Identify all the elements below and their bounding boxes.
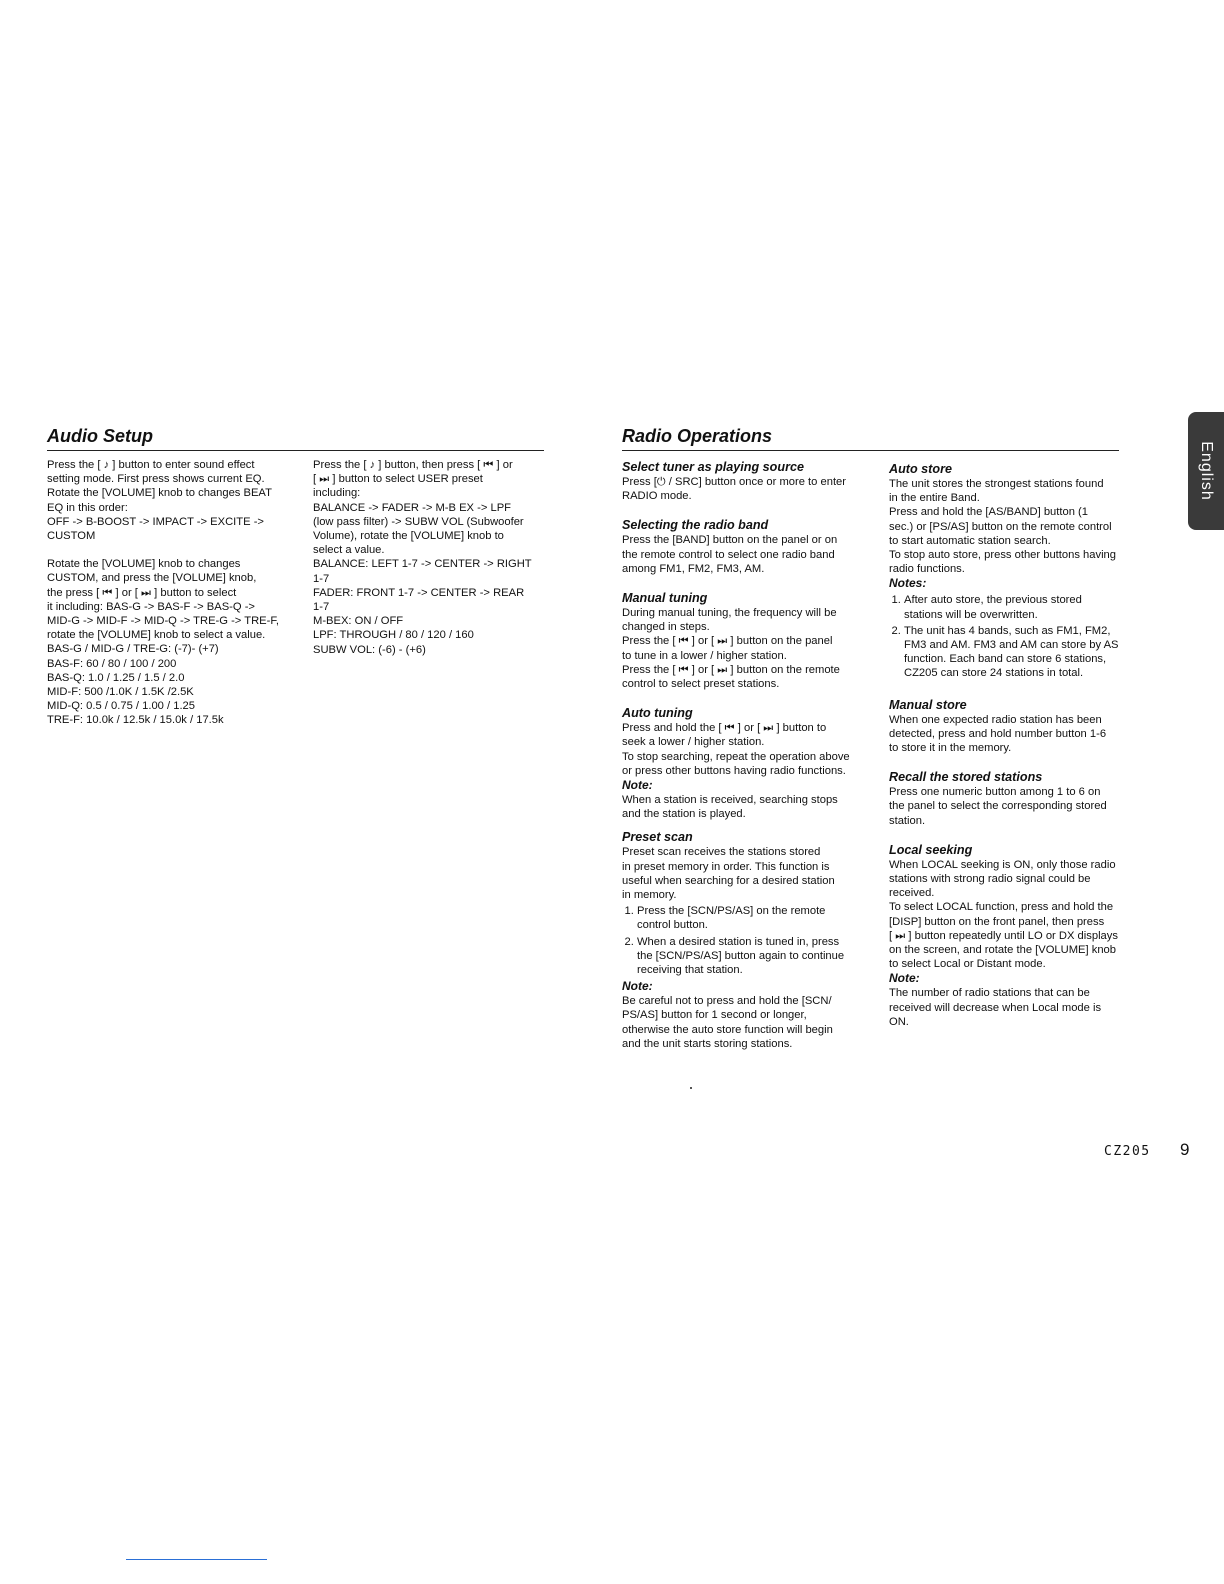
text-line: detected, press and hold number button 1-6	[889, 727, 1107, 740]
audio-setup-rule	[47, 450, 544, 451]
text-line: setting mode. First press shows current EQ.	[47, 473, 265, 486]
text-line: to select Local or Distant mode.	[889, 958, 1046, 971]
local-seeking-heading: Local seeking	[889, 842, 973, 857]
text-line: BAS-G / MID-G / TRE-G: (-7)- (+7)	[47, 643, 219, 656]
text-line: The number of radio stations that can be	[889, 987, 1090, 1000]
text-line: control to select preset stations.	[622, 678, 780, 691]
text-line: Press and hold the [ ⏮ ] or [ ⏭ ] button to	[622, 722, 827, 735]
text-line: To stop searching, repeat the operation above	[622, 750, 850, 763]
text-line: RADIO mode.	[622, 490, 692, 503]
text-line: to store it in the memory.	[889, 742, 1012, 755]
auto-tuning-heading: Auto tuning	[622, 706, 693, 721]
text-line: rotate the [VOLUME] knob to select a value.	[47, 629, 266, 642]
text-line: the remote control to select one radio band	[622, 548, 835, 561]
radio-band-heading: Selecting the radio band	[622, 518, 769, 533]
manual-tuning-heading: Manual tuning	[622, 591, 708, 606]
auto-store-text	[889, 477, 1120, 576]
text-line: to tune in a lower / higher station.	[622, 649, 787, 662]
select-source-heading: Select tuner as playing source	[622, 460, 804, 474]
radio-column-2	[889, 461, 1120, 1029]
text-line: BALANCE: LEFT 1-7 -> CENTER -> RIGHT	[313, 558, 532, 571]
text-line: BAS-F: 60 / 80 / 100 / 200	[47, 657, 177, 670]
text-line: Rotate the [VOLUME] knob to changes	[47, 558, 241, 571]
text-line: Be careful not to press and hold the [SCN/	[622, 995, 832, 1008]
text-line: MID-G -> MID-F -> MID-Q -> TRE-G -> TRE-F,	[47, 615, 280, 628]
text-line: including:	[313, 487, 361, 500]
text-line: to start automatic station search.	[889, 534, 1051, 547]
auto-tuning-note-label: Note:	[622, 778, 653, 793]
auto-tuning-text	[622, 721, 852, 778]
text-line: Rotate the [VOLUME] knob to changes BEAT	[47, 487, 272, 500]
text-line: or press other buttons having radio functions.	[622, 764, 846, 777]
auto-tuning-note-text	[622, 793, 852, 821]
text-line: To stop auto store, press other buttons having	[889, 549, 1116, 562]
text-line: Press and hold the [AS/BAND] button (1	[889, 506, 1088, 519]
audio-column-1	[47, 458, 289, 728]
stray-mark	[690, 1087, 692, 1089]
text-line: LPF: THROUGH / 80 / 120 / 160	[313, 629, 474, 642]
text-line: BALANCE -> FADER -> M-B EX -> LPF	[313, 501, 512, 514]
text-line: in memory.	[622, 889, 677, 902]
text-line: select a value.	[313, 544, 385, 557]
text-line: Press the [ ♪ ] button, then press [ ⏮ ] or	[313, 459, 513, 471]
language-tab	[1188, 412, 1224, 530]
text-line: PS/AS] button for 1 second or longer,	[622, 1009, 807, 1022]
text-line: [DISP] button on the front panel, then press	[889, 915, 1105, 928]
local-seeking-text	[889, 858, 1120, 972]
text-line: MID-Q: 0.5 / 0.75 / 1.00 / 1.25	[47, 700, 195, 713]
text-line: FADER: FRONT 1-7 -> CENTER -> REAR	[313, 586, 525, 599]
radio-operations-rule	[622, 450, 1119, 451]
preset-scan-steps	[622, 904, 852, 977]
text-line: OFF -> B-BOOST -> IMPACT -> EXCITE ->	[47, 515, 264, 528]
page-number: 9	[1180, 1140, 1190, 1159]
text-line: Press the [BAND] button on the panel or on	[622, 534, 838, 547]
text-line: the press [ ⏮ ] or [ ⏭ ] button to select	[47, 586, 237, 599]
audio-col2-paragraph-1	[313, 458, 545, 657]
text-line: received will decrease when Local mode is	[889, 1001, 1102, 1014]
recall-text	[889, 785, 1120, 828]
radio-column-1	[622, 459, 852, 1051]
preset-scan-note-text	[622, 994, 852, 1051]
auto-store-notes	[889, 593, 1120, 680]
text-line: seek a lower / higher station.	[622, 736, 765, 749]
text-line: Press one numeric button among 1 to 6 on	[889, 786, 1101, 799]
text-line: M-BEX: ON / OFF	[313, 615, 404, 628]
text-line: useful when searching for a desired station	[622, 874, 835, 887]
radio-operations-title: Radio Operations	[622, 426, 773, 446]
text-line: in preset memory in order. This function is	[622, 860, 830, 873]
manual-store-heading: Manual store	[889, 697, 967, 712]
text-line: To select LOCAL function, press and hold the	[889, 901, 1114, 914]
preset-scan-heading: Preset scan	[622, 830, 693, 845]
text-line: TRE-F: 10.0k / 12.5k / 15.0k / 17.5k	[47, 714, 224, 727]
text-line: sec.) or [PS/AS] button on the remote control	[889, 520, 1112, 533]
text-line: changed in steps.	[622, 621, 710, 634]
text-line: on the screen, and rotate the [VOLUME] knob	[889, 944, 1116, 957]
text-line: When one expected radio station has been	[889, 713, 1102, 726]
model-name: CZ205	[1104, 1144, 1151, 1159]
text-line: MID-F: 500 /1.0K / 1.5K /2.5K	[47, 686, 194, 699]
text-line: SUBW VOL: (-6) - (+6)	[313, 643, 426, 656]
manual-store-text	[889, 713, 1120, 756]
audio-col1-paragraph-1	[47, 458, 289, 543]
text-line: (low pass filter) -> SUBW VOL (Subwoofer	[313, 515, 524, 528]
language-tab-label: English	[1198, 441, 1215, 501]
text-line: station.	[889, 814, 926, 827]
manual-tuning-text	[622, 606, 852, 691]
text-line: CUSTOM	[47, 530, 96, 543]
link-underline	[126, 1559, 267, 1560]
text-line: ON.	[889, 1015, 909, 1028]
text-line: EQ in this order:	[47, 501, 128, 514]
text-line: otherwise the auto store function will begin	[622, 1023, 833, 1036]
preset-scan-step-1: 1. Press the [SCN/PS/AS] on the remote control button.	[637, 904, 852, 932]
text-line: When LOCAL seeking is ON, only those radio	[889, 858, 1116, 871]
select-source-text	[622, 475, 852, 503]
audio-col1-paragraph-2	[47, 557, 289, 727]
text-line: Press [⏻ / SRC] button once or more to enter	[622, 476, 846, 488]
preset-scan-step-2: 2. When a desired station is tuned in, press the [SCN/PS/AS] button again to continue receiving that station.	[637, 935, 852, 978]
text-line: in the entire Band.	[889, 492, 980, 505]
text-line: it including: BAS-G -> BAS-F -> BAS-Q ->	[47, 600, 255, 613]
auto-store-note-1: 1. After auto store, the previous stored stations will be overwritten.	[904, 593, 1120, 621]
preset-scan-note-label: Note:	[622, 979, 653, 994]
text-line: and the station is played.	[622, 808, 746, 821]
text-line: [ ⏭ ] button to select USER preset	[313, 473, 483, 486]
text-line: Volume), rotate the [VOLUME] knob to	[313, 530, 504, 543]
auto-store-heading: Auto store	[889, 462, 952, 476]
text-line: among FM1, FM2, FM3, AM.	[622, 562, 765, 575]
text-line: 1-7	[313, 572, 330, 585]
text-line: The unit stores the strongest stations found	[889, 478, 1104, 490]
text-line: During manual tuning, the frequency will be	[622, 607, 837, 620]
text-line: the panel to select the corresponding stored	[889, 800, 1107, 813]
radio-band-text	[622, 533, 852, 576]
text-line: Preset scan receives the stations stored	[622, 846, 821, 859]
text-line: Press the [ ⏮ ] or [ ⏭ ] button on the panel	[622, 635, 833, 648]
preset-scan-text	[622, 845, 852, 902]
text-line: 1-7	[313, 601, 330, 614]
text-line: When a station is received, searching stops	[622, 794, 838, 807]
recall-heading: Recall the stored stations	[889, 770, 1043, 785]
text-line: CUSTOM, and press the [VOLUME] knob,	[47, 572, 257, 585]
audio-column-2	[313, 458, 545, 657]
local-seeking-note-text	[889, 986, 1120, 1029]
text-line: [ ⏭ ] button repeatedly until LO or DX displays	[889, 929, 1118, 942]
text-line: and the unit starts storing stations.	[622, 1037, 793, 1050]
text-line: BAS-Q: 1.0 / 1.25 / 1.5 / 2.0	[47, 671, 185, 684]
auto-store-notes-label: Notes:	[889, 576, 927, 591]
text-line: stations with strong radio signal could be received.	[889, 873, 1091, 900]
text-line: radio functions.	[889, 563, 965, 576]
auto-store-note-2: 2. The unit has 4 bands, such as FM1, FM2, FM3 and AM. FM3 and AM can store by AS function. Each band can store 6 stations, CZ205 can store 24 stations in total.	[904, 624, 1120, 681]
audio-setup-title: Audio Setup	[47, 426, 153, 446]
text-line: Press the [ ⏮ ] or [ ⏭ ] button on the remote	[622, 663, 840, 676]
local-seeking-note-label: Note:	[889, 971, 920, 986]
text-line: Press the [ ♪ ] button to enter sound effect	[47, 459, 255, 471]
